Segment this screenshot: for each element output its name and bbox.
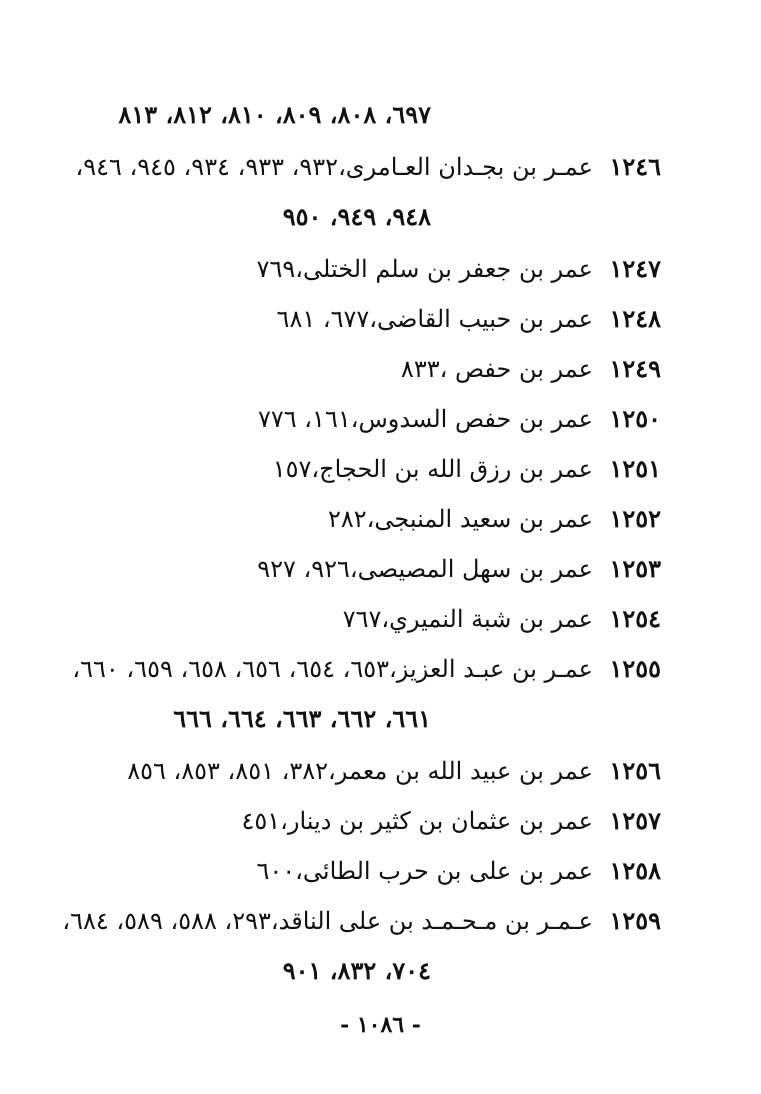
entry-number: ١٢٥٦ xyxy=(609,756,661,785)
index-entry-1255 xyxy=(72,652,661,686)
index-entry-1257 xyxy=(241,804,661,838)
index-entry-1248 xyxy=(277,302,661,336)
entry-text: عمر بن عثمان بن كثير بن دينار،٤٥١ xyxy=(241,807,593,835)
entry-text: عمر بن حبيب القاضى،٦٧٧، ٦٨١ xyxy=(276,305,593,333)
entry-text: عمر بن رزق الله بن الحجاج،١٥٧ xyxy=(272,455,593,483)
entry-number: ١٢٥٢ xyxy=(609,504,661,533)
index-entry-1253 xyxy=(257,552,661,586)
entry-text: عمر بن حفص ،٨٣٣ xyxy=(400,355,593,383)
entry-continuation: ٦٦١، ٦٦٢، ٦٦٣، ٦٦٤، ٦٦٦ xyxy=(173,704,431,733)
index-entry-1246 xyxy=(75,150,661,184)
entry-number: ١٢٥٥ xyxy=(609,654,661,683)
entry-number: ١٢٥٤ xyxy=(609,604,661,633)
index-entry-1254 xyxy=(343,602,661,636)
entry-number: ١٢٤٩ xyxy=(609,354,661,383)
entry-number: ١٢٤٧ xyxy=(609,254,661,283)
entry-text: عـمـر بن مـحـمـد بن على الناقد،٢٩٣، ٥٨٨، ٥٨٩، ٦٨٤، xyxy=(62,907,593,935)
entry-number: ١٢٤٦ xyxy=(609,152,661,181)
index-entry-1252 xyxy=(328,502,661,536)
entry-text: عمر بن على بن حرب الطائى،٦٠٠ xyxy=(256,857,593,885)
entry-continuation: ٩٤٨، ٩٤٩، ٩٥٠ xyxy=(282,202,431,231)
entry-text: عمر بن حفص السدوس،١٦١، ٧٧٦ xyxy=(258,405,593,433)
entry-text: عمر بن شبة النميري،٧٦٧ xyxy=(342,605,593,633)
index-entry-1247 xyxy=(257,252,661,286)
index-entry-1250 xyxy=(258,402,661,436)
entry-text: عمر بن عبيد الله بن معمر،٣٨٢، ٨٥١، ٨٥٣، ٨٥٦ xyxy=(127,757,593,785)
entry-number: ١٢٤٨ xyxy=(609,304,661,333)
index-entry-1259 xyxy=(62,904,661,938)
entry-text: عمر بن جعفر بن سلم الختلى،٧٦٩ xyxy=(256,255,593,283)
entry-continuation: ٧٠٤، ٨٣٢، ٩٠١ xyxy=(282,956,431,985)
index-entry-1251 xyxy=(273,452,661,486)
continuation-line: ٦٩٧، ٨٠٨، ٨٠٩، ٨١٠، ٨١٢، ٨١٣ xyxy=(118,100,431,129)
entry-text: عمـر بن عبـد العزيز،٦٥٣، ٦٥٤، ٦٥٦، ٦٥٨، ٦٥٩، ٦٦٠، xyxy=(72,655,593,683)
entry-text: عمر بن سعيد المنبجى،٢٨٢ xyxy=(327,505,593,533)
index-entry-1249 xyxy=(401,352,661,386)
entry-text: عمـر بن بجـدان العـامرى،٩٣٢، ٩٣٣، ٩٣٤، ٩٤٥، ٩٤٦، xyxy=(75,153,593,181)
entry-number: ١٢٥٩ xyxy=(609,906,661,935)
entry-number: ١٢٥٧ xyxy=(609,806,661,835)
entry-number: ١٢٥١ xyxy=(609,454,661,483)
entry-text: عمر بن سهل المصيصى،٩٢٦، ٩٢٧ xyxy=(257,555,593,583)
entry-number: ١٢٥٨ xyxy=(609,856,661,885)
entry-number: ١٢٥٠ xyxy=(609,404,661,433)
entry-number: ١٢٥٣ xyxy=(609,554,661,583)
index-entry-1258 xyxy=(256,854,661,888)
index-entry-1256 xyxy=(127,754,661,788)
page-number: - ١٠٨٦ - xyxy=(340,1012,421,1038)
